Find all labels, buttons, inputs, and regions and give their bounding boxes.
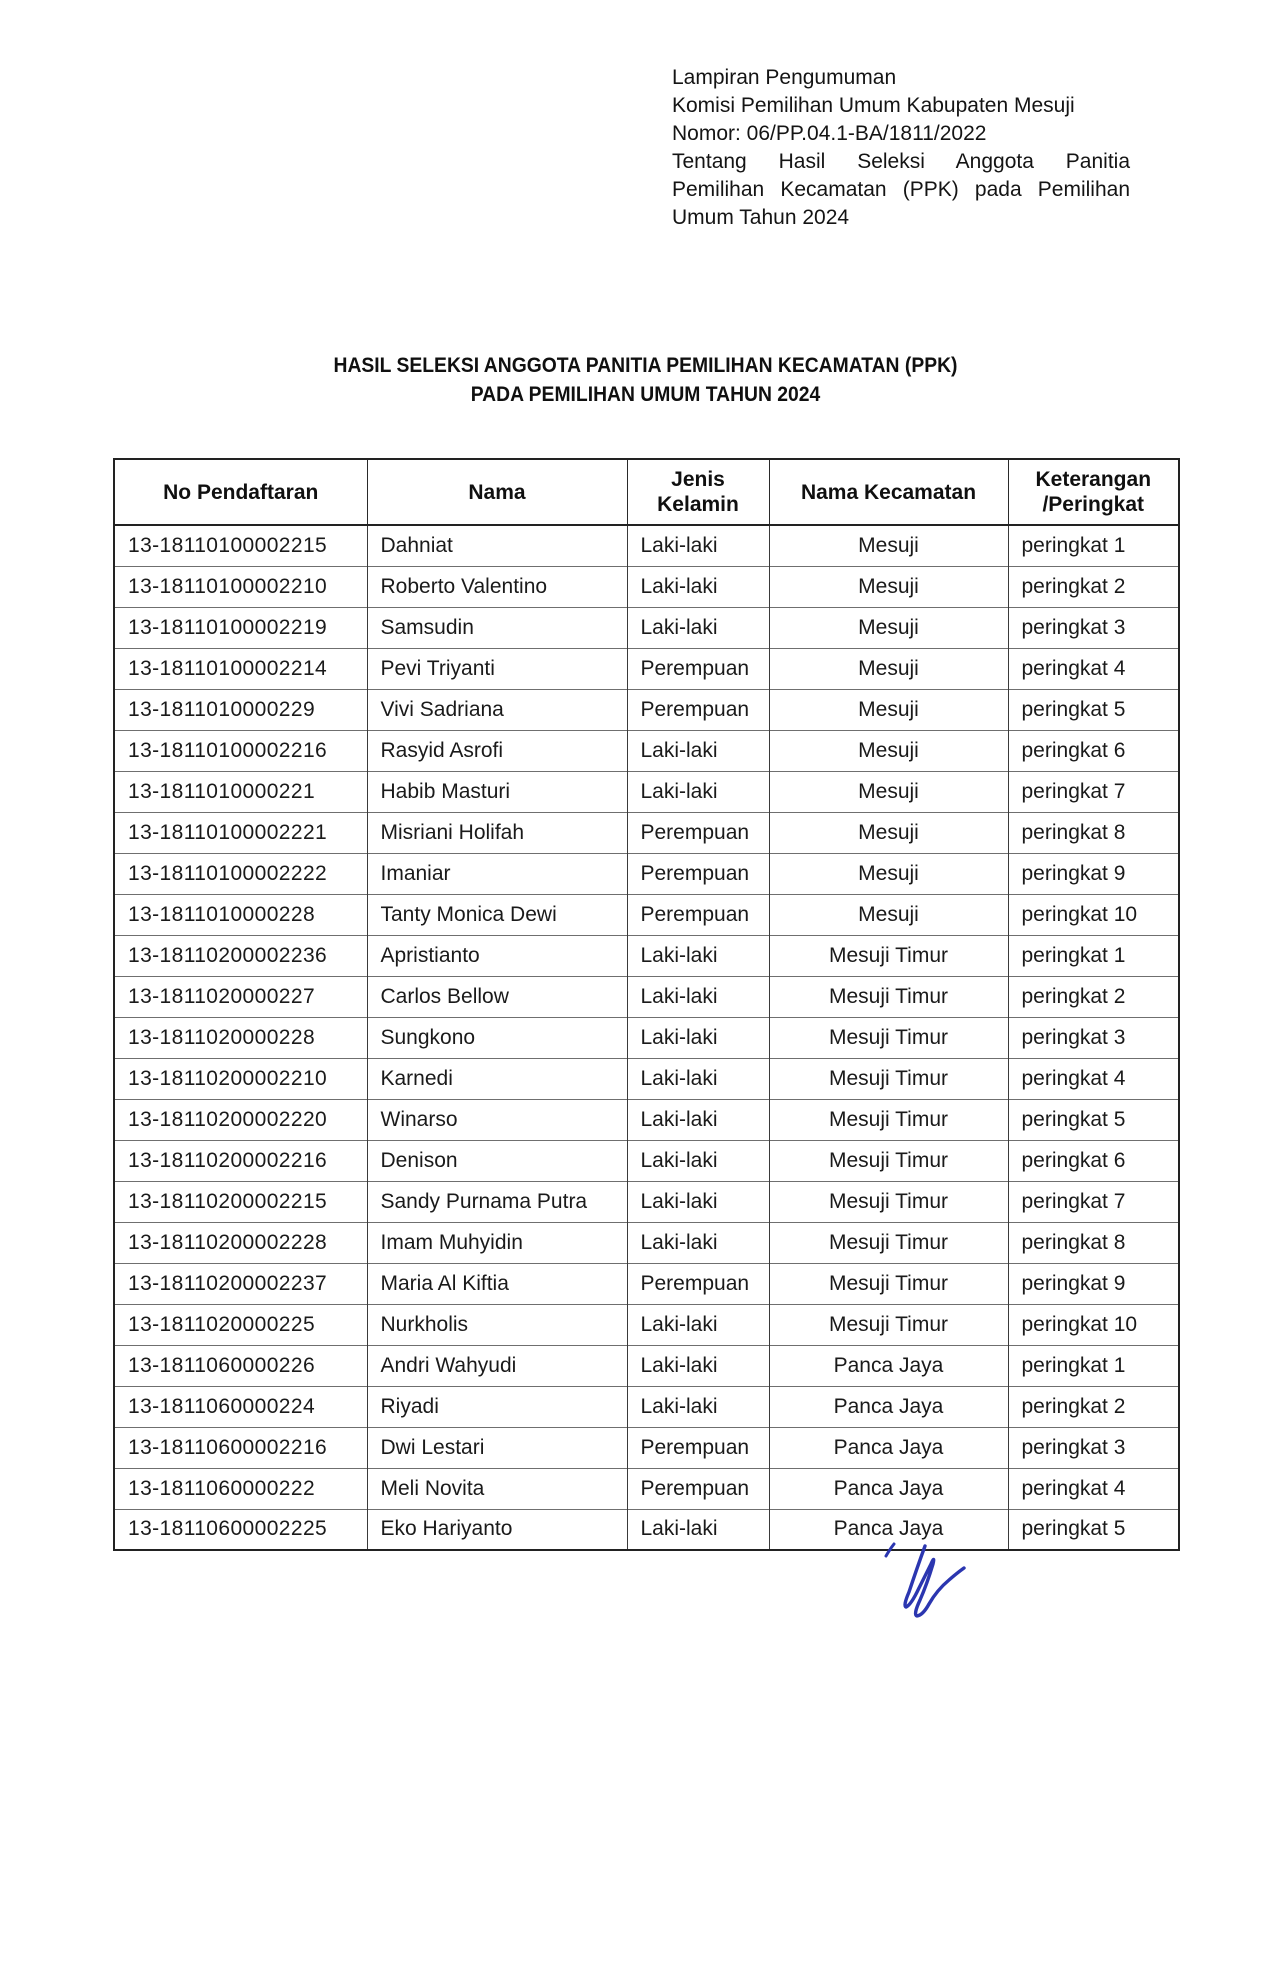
header-jenis-kelamin: Jenis Kelamin xyxy=(627,459,769,525)
cell-no-pendaftaran: 13-18110100002216 xyxy=(114,730,367,771)
cell-nama-kecamatan: Mesuji xyxy=(769,730,1008,771)
cell-nama-kecamatan: Mesuji Timur xyxy=(769,1099,1008,1140)
table-row xyxy=(114,1304,1179,1345)
results-table-header xyxy=(114,459,1179,525)
cell-nama: Denison xyxy=(367,1140,627,1181)
table-row xyxy=(114,976,1179,1017)
cell-keterangan-peringkat: peringkat 10 xyxy=(1008,1304,1179,1345)
cell-jenis-kelamin: Laki-laki xyxy=(627,935,769,976)
cell-jenis-kelamin: Laki-laki xyxy=(627,1222,769,1263)
cell-keterangan-peringkat: peringkat 7 xyxy=(1008,771,1179,812)
cell-nama-kecamatan: Mesuji xyxy=(769,648,1008,689)
cell-nama: Winarso xyxy=(367,1099,627,1140)
cell-jenis-kelamin: Laki-laki xyxy=(627,771,769,812)
cell-nama: Andri Wahyudi xyxy=(367,1345,627,1386)
cell-keterangan-peringkat: peringkat 7 xyxy=(1008,1181,1179,1222)
cell-keterangan-peringkat: peringkat 8 xyxy=(1008,812,1179,853)
letterhead-line: Lampiran Pengumuman xyxy=(672,66,897,89)
cell-nama-kecamatan: Mesuji xyxy=(769,607,1008,648)
cell-jenis-kelamin: Laki-laki xyxy=(627,1140,769,1181)
table-row xyxy=(114,1386,1179,1427)
cell-no-pendaftaran: 13-18110200002216 xyxy=(114,1140,367,1181)
cell-no-pendaftaran: 13-18110200002228 xyxy=(114,1222,367,1263)
cell-no-pendaftaran: 13-1811010000229 xyxy=(114,689,367,730)
cell-nama-kecamatan: Mesuji Timur xyxy=(769,976,1008,1017)
cell-keterangan-peringkat: peringkat 2 xyxy=(1008,566,1179,607)
cell-keterangan-peringkat: peringkat 10 xyxy=(1008,894,1179,935)
table-row xyxy=(114,812,1179,853)
letterhead-line: Nomor: 06/PP.04.1-BA/1811/2022 xyxy=(672,122,987,145)
cell-jenis-kelamin: Laki-laki xyxy=(627,1304,769,1345)
cell-nama-kecamatan: Panca Jaya xyxy=(769,1509,1008,1550)
cell-nama-kecamatan: Mesuji xyxy=(769,812,1008,853)
cell-keterangan-peringkat: peringkat 4 xyxy=(1008,648,1179,689)
cell-keterangan-peringkat: peringkat 5 xyxy=(1008,689,1179,730)
cell-nama-kecamatan: Mesuji xyxy=(769,689,1008,730)
cell-nama-kecamatan: Mesuji xyxy=(769,894,1008,935)
table-row xyxy=(114,1468,1179,1509)
table-row xyxy=(114,1263,1179,1304)
cell-no-pendaftaran: 13-18110200002210 xyxy=(114,1058,367,1099)
table-row xyxy=(114,1099,1179,1140)
cell-no-pendaftaran: 13-18110100002221 xyxy=(114,812,367,853)
cell-nama-kecamatan: Mesuji Timur xyxy=(769,1222,1008,1263)
cell-nama-kecamatan: Panca Jaya xyxy=(769,1345,1008,1386)
cell-keterangan-peringkat: peringkat 5 xyxy=(1008,1509,1179,1550)
header-nama-kecamatan: Nama Kecamatan xyxy=(769,459,1008,525)
signature-scribble xyxy=(872,1540,982,1622)
cell-jenis-kelamin: Laki-laki xyxy=(627,1345,769,1386)
cell-no-pendaftaran: 13-1811060000222 xyxy=(114,1468,367,1509)
cell-no-pendaftaran: 13-18110600002225 xyxy=(114,1509,367,1550)
results-table xyxy=(113,458,1180,1551)
cell-no-pendaftaran: 13-1811010000228 xyxy=(114,894,367,935)
cell-no-pendaftaran: 13-18110100002215 xyxy=(114,525,367,566)
cell-no-pendaftaran: 13-18110100002214 xyxy=(114,648,367,689)
cell-jenis-kelamin: Laki-laki xyxy=(627,976,769,1017)
results-table-body xyxy=(114,525,1179,1550)
cell-jenis-kelamin: Laki-laki xyxy=(627,1058,769,1099)
cell-keterangan-peringkat: peringkat 1 xyxy=(1008,525,1179,566)
cell-keterangan-peringkat: peringkat 6 xyxy=(1008,730,1179,771)
cell-nama: Riyadi xyxy=(367,1386,627,1427)
cell-nama: Sungkono xyxy=(367,1017,627,1058)
table-row xyxy=(114,1017,1179,1058)
cell-jenis-kelamin: Laki-laki xyxy=(627,730,769,771)
cell-no-pendaftaran: 13-18110600002216 xyxy=(114,1427,367,1468)
cell-no-pendaftaran: 13-18110100002219 xyxy=(114,607,367,648)
cell-jenis-kelamin: Perempuan xyxy=(627,648,769,689)
cell-jenis-kelamin: Perempuan xyxy=(627,1427,769,1468)
cell-jenis-kelamin: Laki-laki xyxy=(627,1386,769,1427)
cell-no-pendaftaran: 13-1811020000228 xyxy=(114,1017,367,1058)
table-row xyxy=(114,1140,1179,1181)
header-no-pendaftaran: No Pendaftaran xyxy=(114,459,367,525)
cell-keterangan-peringkat: peringkat 6 xyxy=(1008,1140,1179,1181)
cell-keterangan-peringkat: peringkat 8 xyxy=(1008,1222,1179,1263)
table-row xyxy=(114,566,1179,607)
table-row xyxy=(114,853,1179,894)
table-row xyxy=(114,607,1179,648)
cell-no-pendaftaran: 13-1811060000224 xyxy=(114,1386,367,1427)
cell-jenis-kelamin: Perempuan xyxy=(627,1468,769,1509)
cell-keterangan-peringkat: peringkat 4 xyxy=(1008,1058,1179,1099)
cell-jenis-kelamin: Laki-laki xyxy=(627,607,769,648)
cell-nama: Sandy Purnama Putra xyxy=(367,1181,627,1222)
document-title-line-2: PADA PEMILIHAN UMUM TAHUN 2024 xyxy=(470,383,821,406)
cell-nama: Dahniat xyxy=(367,525,627,566)
cell-nama: Imam Muhyidin xyxy=(367,1222,627,1263)
letterhead-line: Komisi Pemilihan Umum Kabupaten Mesuji xyxy=(672,94,1075,117)
cell-keterangan-peringkat: peringkat 2 xyxy=(1008,976,1179,1017)
cell-keterangan-peringkat: peringkat 3 xyxy=(1008,1017,1179,1058)
cell-jenis-kelamin: Laki-laki xyxy=(627,1181,769,1222)
cell-jenis-kelamin: Perempuan xyxy=(627,689,769,730)
cell-nama-kecamatan: Mesuji xyxy=(769,853,1008,894)
cell-nama: Nurkholis xyxy=(367,1304,627,1345)
document-title xyxy=(113,351,1178,409)
cell-nama-kecamatan: Mesuji Timur xyxy=(769,1140,1008,1181)
cell-jenis-kelamin: Laki-laki xyxy=(627,525,769,566)
cell-no-pendaftaran: 13-18110200002220 xyxy=(114,1099,367,1140)
cell-keterangan-peringkat: peringkat 1 xyxy=(1008,935,1179,976)
cell-nama-kecamatan: Panca Jaya xyxy=(769,1427,1008,1468)
cell-no-pendaftaran: 13-1811020000227 xyxy=(114,976,367,1017)
table-row xyxy=(114,1509,1179,1550)
table-row xyxy=(114,689,1179,730)
table-row xyxy=(114,1427,1179,1468)
cell-jenis-kelamin: Perempuan xyxy=(627,894,769,935)
cell-nama-kecamatan: Mesuji xyxy=(769,566,1008,607)
cell-nama-kecamatan: Mesuji xyxy=(769,771,1008,812)
cell-nama-kecamatan: Mesuji Timur xyxy=(769,1058,1008,1099)
cell-nama-kecamatan: Panca Jaya xyxy=(769,1386,1008,1427)
cell-keterangan-peringkat: peringkat 4 xyxy=(1008,1468,1179,1509)
cell-nama: Tanty Monica Dewi xyxy=(367,894,627,935)
cell-nama: Karnedi xyxy=(367,1058,627,1099)
cell-nama: Carlos Bellow xyxy=(367,976,627,1017)
cell-jenis-kelamin: Laki-laki xyxy=(627,1099,769,1140)
letterhead-line: Umum Tahun 2024 xyxy=(672,206,850,229)
cell-no-pendaftaran: 13-18110100002222 xyxy=(114,853,367,894)
cell-nama: Apristianto xyxy=(367,935,627,976)
cell-jenis-kelamin: Perempuan xyxy=(627,853,769,894)
header-row xyxy=(114,459,1179,525)
cell-nama-kecamatan: Mesuji xyxy=(769,525,1008,566)
cell-jenis-kelamin: Perempuan xyxy=(627,812,769,853)
cell-jenis-kelamin: Perempuan xyxy=(627,1263,769,1304)
cell-nama: Meli Novita xyxy=(367,1468,627,1509)
cell-nama: Vivi Sadriana xyxy=(367,689,627,730)
cell-nama: Habib Masturi xyxy=(367,771,627,812)
cell-jenis-kelamin: Laki-laki xyxy=(627,566,769,607)
letterhead-line: Tentang Hasil Seleksi Anggota Panitia xyxy=(672,150,1130,173)
cell-no-pendaftaran: 13-18110200002237 xyxy=(114,1263,367,1304)
table-row xyxy=(114,1058,1179,1099)
cell-nama-kecamatan: Mesuji Timur xyxy=(769,1181,1008,1222)
cell-no-pendaftaran: 13-1811010000221 xyxy=(114,771,367,812)
cell-keterangan-peringkat: peringkat 5 xyxy=(1008,1099,1179,1140)
cell-nama-kecamatan: Mesuji Timur xyxy=(769,1304,1008,1345)
cell-nama: Samsudin xyxy=(367,607,627,648)
cell-no-pendaftaran: 13-18110100002210 xyxy=(114,566,367,607)
header-nama: Nama xyxy=(367,459,627,525)
cell-nama: Eko Hariyanto xyxy=(367,1509,627,1550)
cell-nama-kecamatan: Mesuji Timur xyxy=(769,1263,1008,1304)
table-row xyxy=(114,1181,1179,1222)
document-title-line-1: HASIL SELEKSI ANGGOTA PANITIA PEMILIHAN KECAMATAN (PPK) xyxy=(333,354,958,377)
table-row xyxy=(114,1222,1179,1263)
letterhead-block xyxy=(672,64,1130,232)
cell-nama: Dwi Lestari xyxy=(367,1427,627,1468)
header-keterangan-peringkat: Keterangan /Peringkat xyxy=(1008,459,1179,525)
cell-nama: Roberto Valentino xyxy=(367,566,627,607)
table-row xyxy=(114,1345,1179,1386)
table-row xyxy=(114,935,1179,976)
table-row xyxy=(114,771,1179,812)
cell-jenis-kelamin: Laki-laki xyxy=(627,1509,769,1550)
cell-nama: Maria Al Kiftia xyxy=(367,1263,627,1304)
cell-nama: Misriani Holifah xyxy=(367,812,627,853)
cell-nama-kecamatan: Mesuji Timur xyxy=(769,1017,1008,1058)
cell-keterangan-peringkat: peringkat 1 xyxy=(1008,1345,1179,1386)
cell-nama: Rasyid Asrofi xyxy=(367,730,627,771)
cell-no-pendaftaran: 13-1811020000225 xyxy=(114,1304,367,1345)
cell-keterangan-peringkat: peringkat 3 xyxy=(1008,607,1179,648)
letterhead-line: Pemilihan Kecamatan (PPK) pada Pemilihan xyxy=(672,178,1130,201)
cell-keterangan-peringkat: peringkat 9 xyxy=(1008,1263,1179,1304)
cell-jenis-kelamin: Laki-laki xyxy=(627,1017,769,1058)
cell-nama-kecamatan: Panca Jaya xyxy=(769,1468,1008,1509)
cell-nama: Imaniar xyxy=(367,853,627,894)
table-row xyxy=(114,730,1179,771)
table-row xyxy=(114,525,1179,566)
cell-keterangan-peringkat: peringkat 2 xyxy=(1008,1386,1179,1427)
cell-keterangan-peringkat: peringkat 9 xyxy=(1008,853,1179,894)
table-row xyxy=(114,648,1179,689)
cell-no-pendaftaran: 13-1811060000226 xyxy=(114,1345,367,1386)
cell-nama-kecamatan: Mesuji Timur xyxy=(769,935,1008,976)
results-table-container xyxy=(113,458,1180,1551)
cell-nama: Pevi Triyanti xyxy=(367,648,627,689)
table-row xyxy=(114,894,1179,935)
cell-no-pendaftaran: 13-18110200002236 xyxy=(114,935,367,976)
cell-keterangan-peringkat: peringkat 3 xyxy=(1008,1427,1179,1468)
cell-no-pendaftaran: 13-18110200002215 xyxy=(114,1181,367,1222)
